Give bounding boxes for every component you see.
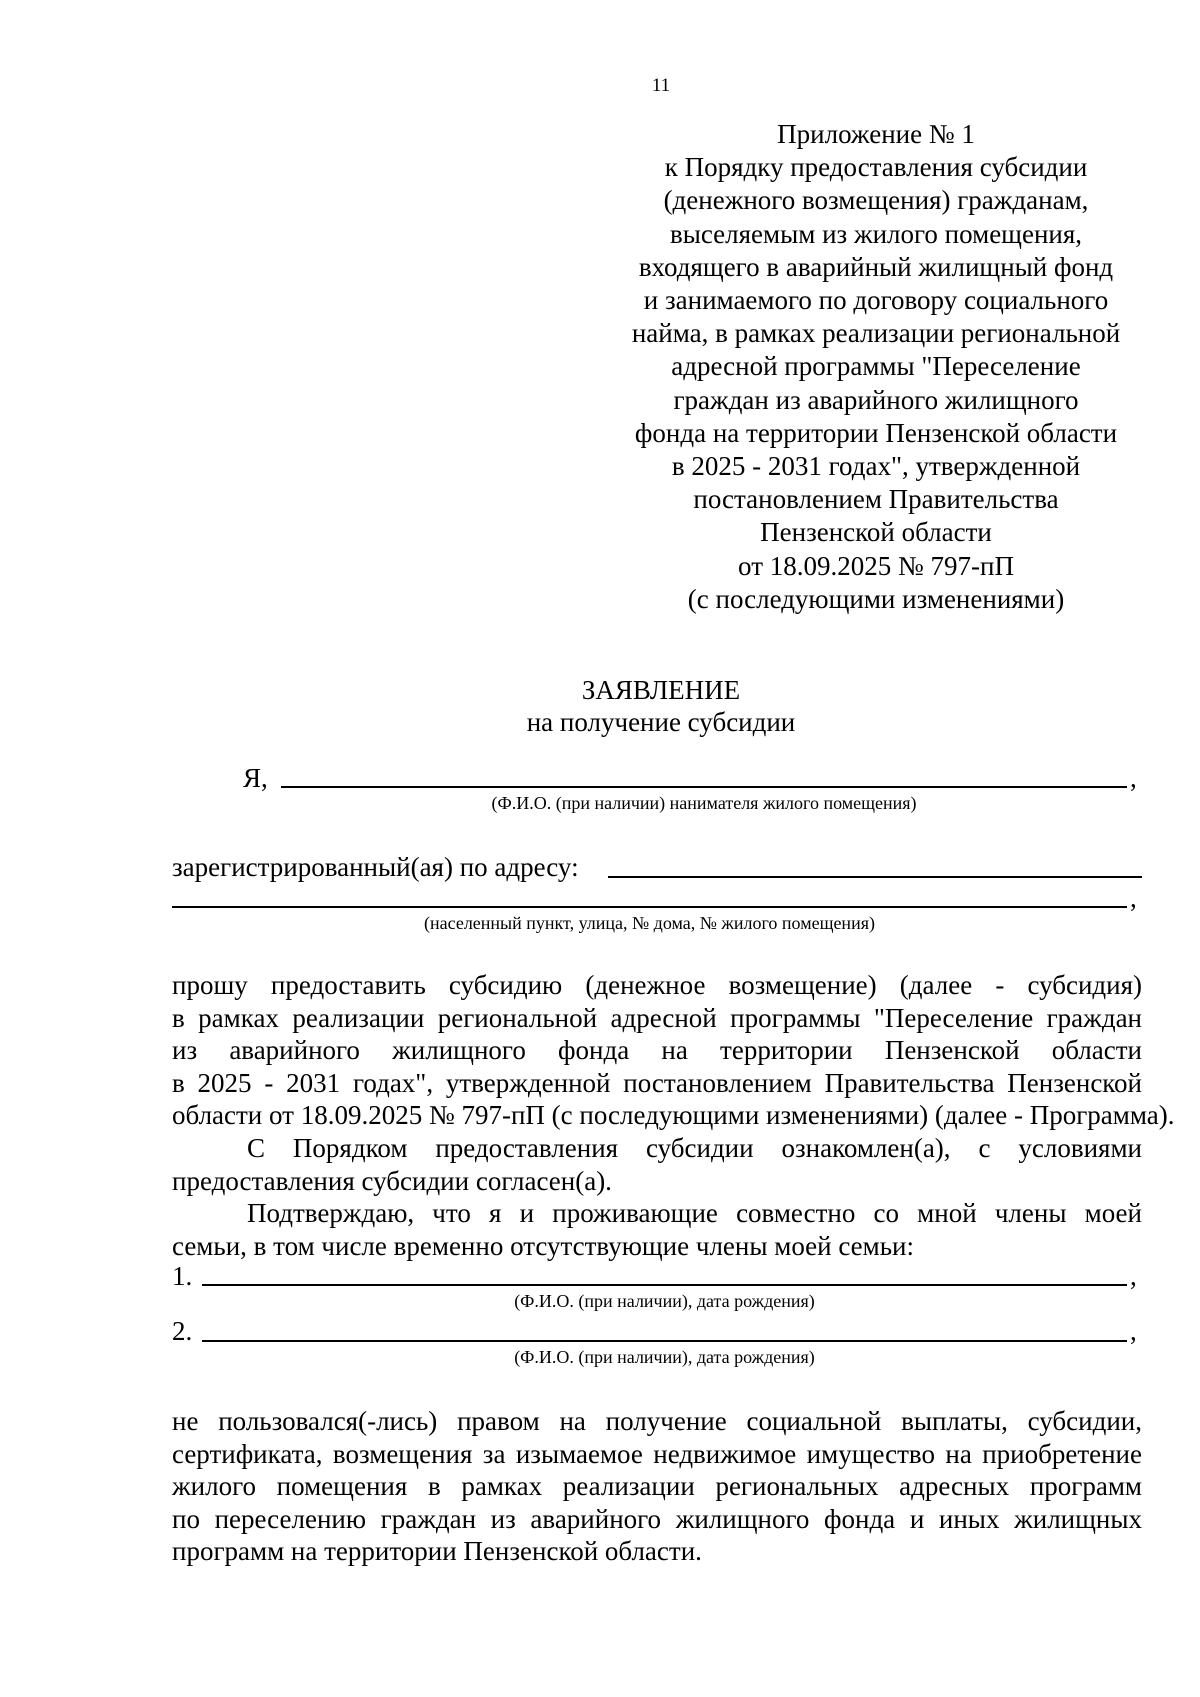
paragraph-acknowledgement <box>172 1132 1142 1197</box>
paragraph-line: семьи, в том числе временно отсутствующие члены моей семьи: <box>172 1230 914 1261</box>
comma: , <box>1130 883 1137 913</box>
appendix-line: найма, в рамках реализации региональной <box>631 318 1121 349</box>
member-1-caption: (Ф.И.О. (при наличии), дата рождения) <box>514 1291 815 1311</box>
paragraph-line: в рамках реализации региональной адресной программы "Переселение граждан <box>172 1002 1142 1033</box>
appendix-line: (денежного возмещения) гражданам, <box>663 185 1089 216</box>
comma: , <box>1130 1316 1137 1346</box>
paragraph-line: в 2025 - 2031 годах", утвержденной постановлением Правительства Пензенской <box>172 1067 1142 1098</box>
appendix-line: от 18.09.2025 № 797-пП <box>738 550 1014 581</box>
appendix-line: Приложение № 1 <box>777 119 975 149</box>
appendix-line: в 2025 - 2031 годах", утвержденной <box>671 451 1081 482</box>
paragraph-declaration <box>172 1405 1142 1568</box>
i-prefix: Я, <box>243 763 268 793</box>
appendix-line: входящего в аварийный жилищный фонд <box>638 251 1114 282</box>
appendix-line: выселяемым из жилого помещения, <box>669 218 1083 249</box>
appendix-line: постановлением Правительства <box>693 484 1059 515</box>
appendix-line: адресной программы "Переселение <box>671 351 1081 382</box>
appendix-line: к Порядку предоставления субсидии <box>664 152 1088 183</box>
paragraph-line: из аварийного жилищного фонда на территории Пензенской области <box>172 1035 1142 1065</box>
paragraph-line: сертификата, возмещения за изымаемое недвижимое имущество на приобретение <box>172 1438 1142 1469</box>
paragraph-confirmation <box>172 1197 1142 1262</box>
tenant-name-field[interactable] <box>281 786 1127 788</box>
appendix-block <box>615 118 1137 616</box>
paragraph-line: по переселению граждан из аварийного жилищного фонда и иных жилищных <box>172 1503 1142 1534</box>
paragraph-line: жилого помещения в рамках реализации региональных адресных программ <box>172 1471 1142 1501</box>
paragraph-line: программ на территории Пензенской области. <box>172 1536 702 1566</box>
paragraph-line: Подтверждаю, что я и проживающие совместно со мной члены моей <box>247 1198 1142 1228</box>
paragraph-line: предоставления субсидии согласен(а). <box>172 1165 612 1196</box>
appendix-line: и занимаемого по договору социального <box>643 285 1109 316</box>
page-number: 11 <box>651 75 671 96</box>
member-2-number: 2. <box>172 1316 193 1346</box>
address-caption: (населенный пункт, улица, № дома, № жилого помещения) <box>424 913 875 933</box>
appendix-line: граждан из аварийного жилищного <box>673 384 1079 415</box>
tenant-name-caption: (Ф.И.О. (при наличии) нанимателя жилого помещения) <box>491 793 917 813</box>
appendix-line: фонда на территории Пензенской области <box>634 417 1118 448</box>
member-1-field[interactable] <box>202 1284 1127 1286</box>
paragraph-line: не пользовался(-лись) правом на получение социальной выплаты, субсидии, <box>172 1406 1142 1436</box>
paragraph-request <box>172 969 1175 1132</box>
address-field-line-2[interactable] <box>172 906 1127 908</box>
paragraph-line: прошу предоставить субсидию (денежное возмещение) (далее - субсидия) <box>172 970 1142 1000</box>
document-subtitle: на получение субсидии <box>526 707 796 737</box>
address-field-line-1[interactable] <box>608 876 1142 878</box>
member-2-caption: (Ф.И.О. (при наличии), дата рождения) <box>514 1347 815 1367</box>
member-2-field[interactable] <box>202 1340 1127 1342</box>
appendix-line: Пензенской области <box>760 517 992 548</box>
appendix-line: (с последующими изменениями) <box>687 583 1065 614</box>
member-1-number: 1. <box>172 1261 193 1291</box>
document-title: ЗАЯВЛЕНИЕ <box>581 675 741 705</box>
paragraph-line: С Порядком предоставления субсидии ознакомлен(а), с условиями <box>247 1133 1142 1163</box>
paragraph-line: области от 18.09.2025 № 797-пП (с последующими изменениями) (далее - Программа). <box>172 1100 1175 1130</box>
comma: , <box>1130 1261 1137 1291</box>
comma: , <box>1130 763 1137 793</box>
address-label: зарегистрированный(ая) по адресу: <box>172 852 579 882</box>
